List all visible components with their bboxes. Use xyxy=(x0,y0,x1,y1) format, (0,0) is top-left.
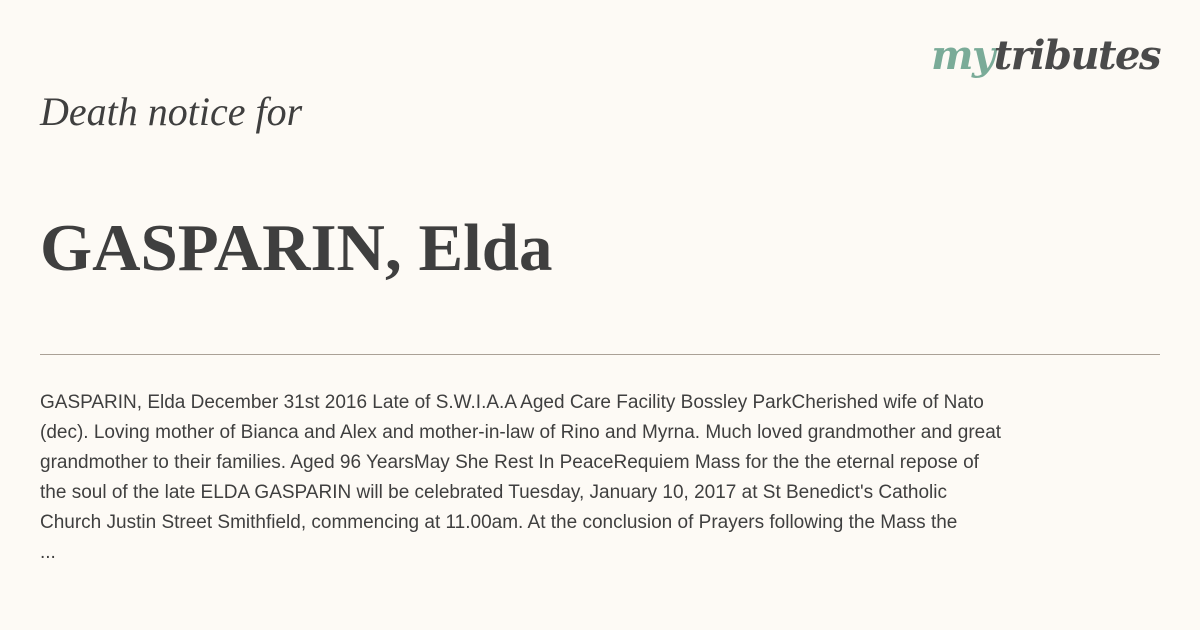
notice-text-line: grandmother to their families. Aged 96 YearsMay She Rest In PeaceRequiem Mass for the the eternal repose of xyxy=(40,452,979,473)
logo-my-text: my xyxy=(931,32,994,79)
logo-tributes-text: tributes xyxy=(993,32,1160,79)
mytributes-logo[interactable] xyxy=(931,32,1160,79)
notice-text-ellipsis: ... xyxy=(40,542,56,563)
notice-text-line: Church Justin Street Smithfield, commencing at 11.00am. At the conclusion of Prayers following the Mass the xyxy=(40,512,958,533)
section-divider xyxy=(40,354,1160,355)
notice-text-line: GASPARIN, Elda December 31st 2016 Late of S.W.I.A.A Aged Care Facility Bossley ParkCherished wife of Nato xyxy=(40,392,984,413)
notice-type-label: Death notice for xyxy=(40,89,303,134)
notice-text xyxy=(40,388,1160,568)
deceased-name: GASPARIN, Elda xyxy=(40,211,553,285)
notice-text-line: (dec). Loving mother of Bianca and Alex and mother-in-law of Rino and Myrna. Much loved grandmother and great xyxy=(40,422,1002,443)
notice-text-line: the soul of the late ELDA GASPARIN will be celebrated Tuesday, January 10, 2017 at St Benedict's Catholic xyxy=(40,482,947,503)
